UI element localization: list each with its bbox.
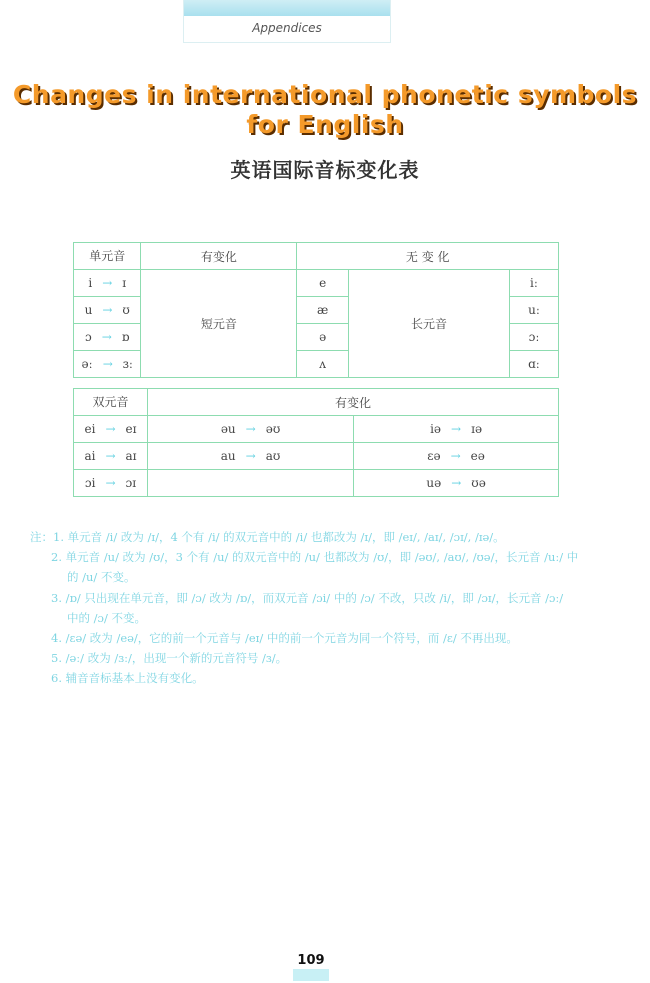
note-3: 3. /ɒ/ 只出现在单元音，即 /ɔ/ 改为 /ɒ/，而双元音 /ɔi/ 中的 /ɔ/ 不改，只改 /i/，即 /ɔɪ/，长元音 /ɔː/ <box>51 590 564 605</box>
note-3-cont: 中的 /ɔ/ 不变。 <box>67 610 147 625</box>
new-symbol: ɜː <box>122 357 133 371</box>
diphthong-cell <box>147 416 353 443</box>
old-symbol: u <box>84 303 93 317</box>
note-text: 1. 单元音 /i/ 改为 /ɪ/，4 个有 /i/ 的双元音中的 /i/ 也都改为 /ɪ/，即 /eɪ/, /aɪ/, /ɔɪ/, /ɪə/。 <box>53 530 505 544</box>
page-subtitle: 英语国际音标变化表 <box>230 158 420 182</box>
diphthong-cell <box>74 443 148 470</box>
monophthong-table <box>73 242 559 378</box>
note-2-cont: 的 /u/ 不变。 <box>67 570 136 585</box>
old-symbol: ɔi <box>84 476 96 490</box>
empty-cell <box>147 470 353 497</box>
old-symbol: i <box>88 276 93 290</box>
arrow-icon: → <box>245 449 256 463</box>
long-vowel-cell: uː <box>509 297 558 324</box>
unchanged-header: 无 变 化 <box>297 243 559 270</box>
note-6: 6. 辅音音标基本上没有变化。 <box>51 671 204 686</box>
changed-cell <box>74 324 141 351</box>
new-symbol: eɪ <box>125 422 137 436</box>
changed-cell <box>74 270 141 297</box>
arrow-icon: → <box>102 357 113 371</box>
new-symbol: ʊə <box>471 476 486 490</box>
arrow-icon: → <box>245 422 256 436</box>
old-symbol: ai <box>84 449 96 463</box>
old-symbol: au <box>220 449 236 463</box>
new-symbol: eə <box>470 449 485 463</box>
section-label: Appendices <box>252 21 322 35</box>
monophthong-label <box>74 243 141 270</box>
arrow-icon: → <box>105 476 116 490</box>
notes-prefix: 注： <box>30 530 53 544</box>
table-row <box>74 416 559 443</box>
old-symbol: ei <box>84 422 96 436</box>
arrow-icon: → <box>450 449 461 463</box>
diphthong-cell <box>354 416 559 443</box>
long-vowel-cell: iː <box>509 270 558 297</box>
header-banner-image <box>184 0 390 16</box>
page-number: 109 <box>293 953 329 981</box>
diphthong-cell <box>74 416 148 443</box>
note-5: 5. /əː/ 改为 /ɜː/，出现一个新的元音符号 /ɜ/。 <box>51 651 288 666</box>
new-symbol: aɪ <box>125 449 137 463</box>
arrow-icon: → <box>101 330 112 344</box>
arrow-icon: → <box>451 476 462 490</box>
diphthong-cell <box>354 443 559 470</box>
arrow-icon: → <box>105 449 116 463</box>
changed-cell <box>74 351 141 378</box>
section-header <box>183 0 391 43</box>
short-vowel-cell: ʌ <box>297 351 349 378</box>
notes <box>30 527 590 689</box>
new-symbol: ɪ <box>122 276 127 290</box>
new-symbol: aʊ <box>265 449 281 463</box>
changed-header: 有变化 <box>141 243 297 270</box>
arrow-icon: → <box>451 422 462 436</box>
old-symbol: uə <box>426 476 442 490</box>
long-vowel-cell: ɑː <box>509 351 558 378</box>
note-2: 2. 单元音 /u/ 改为 /ʊ/，3 个有 /u/ 的双元音中的 /u/ 也都改为 /ʊ/，即 /əʊ/, /aʊ/, /ʊə/，长元音 /uː/ 中 <box>51 550 579 565</box>
page-title: Changes in international phonetic symbols for English <box>12 80 638 139</box>
note-1 <box>30 527 590 547</box>
short-vowel-cell: ə <box>297 324 349 351</box>
arrow-icon: → <box>102 303 113 317</box>
arrow-icon: → <box>102 276 113 290</box>
new-symbol: ʊ <box>122 303 130 317</box>
diphthong-cell <box>354 470 559 497</box>
new-symbol: ɔɪ <box>125 476 137 490</box>
new-symbol: ɒ <box>121 330 130 344</box>
table-row <box>74 270 559 297</box>
table-row <box>74 470 559 497</box>
old-symbol: əː <box>81 357 93 371</box>
arrow-icon: → <box>105 422 116 436</box>
long-vowel-cell: ɔː <box>509 324 558 351</box>
changed-cell <box>74 297 141 324</box>
diphthong-cell <box>147 443 353 470</box>
old-symbol: iə <box>430 422 442 436</box>
short-vowel-cell: æ <box>297 297 349 324</box>
short-vowel-cell: e <box>297 270 349 297</box>
diphthong-label <box>74 389 148 416</box>
diphthong-header: 有变化 <box>147 389 558 416</box>
new-symbol: əʊ <box>265 422 281 436</box>
diphthong-table <box>73 388 559 497</box>
old-symbol: ɔ <box>85 330 92 344</box>
long-vowel-label: 长元音 <box>348 270 509 378</box>
diphthong-cell <box>74 470 148 497</box>
short-vowel-label: 短元音 <box>141 270 297 378</box>
old-symbol: əu <box>220 422 236 436</box>
table-row <box>74 443 559 470</box>
old-symbol: εə <box>427 449 441 463</box>
new-symbol: ɪə <box>471 422 483 436</box>
vlabel: 双元音 <box>92 395 129 409</box>
note-4: 4. /εə/ 改为 /eə/，它的前一个元音与 /eɪ/ 中的前一个元音为同一个符号，而 /ε/ 不再出现。 <box>51 631 518 646</box>
vlabel: 单元音 <box>89 249 126 263</box>
